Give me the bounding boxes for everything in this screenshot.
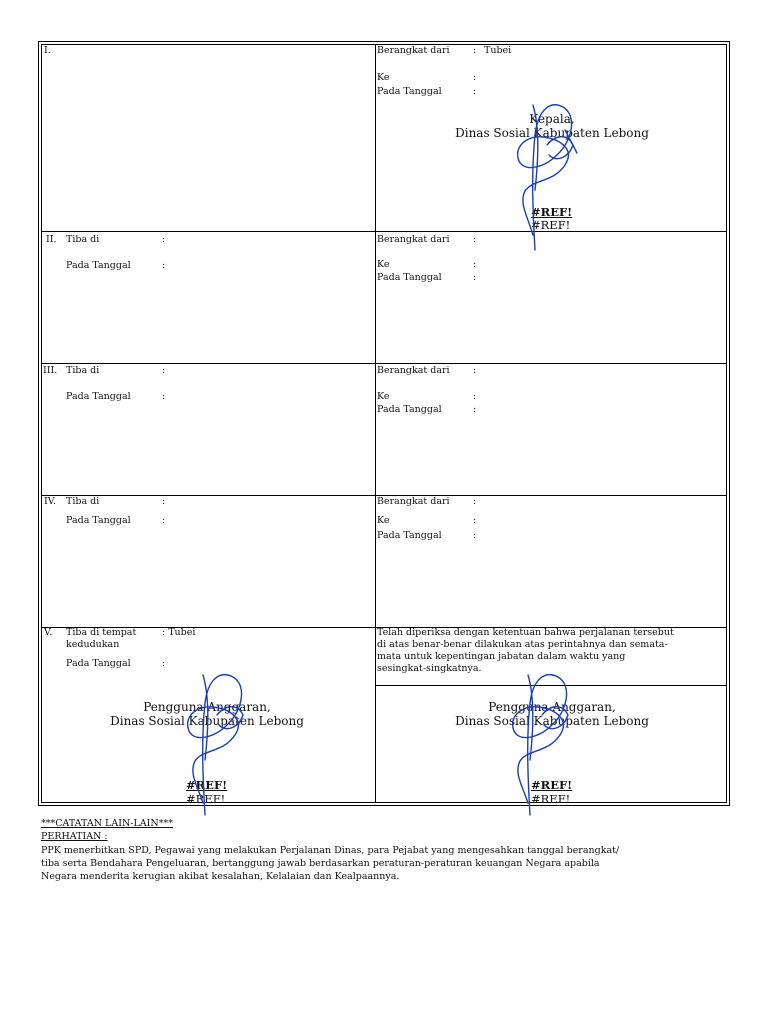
- catatan-heading: ***CATATAN LAIN-LAIN***: [41, 818, 173, 829]
- s2-tiba-colon: :: [162, 234, 166, 245]
- s4-ke-colon: :: [473, 515, 477, 526]
- s1-ref-bold: #REF!: [531, 205, 573, 219]
- s3-ke-colon: :: [473, 391, 477, 402]
- section-v-number: V.: [44, 627, 53, 638]
- s2-pada-tanggal-right-label: Pada Tanggal: [377, 272, 442, 283]
- signature-icon: [175, 665, 255, 820]
- note-line-2: tiba serta Bendahara Pengeluaran, bertanggung jawab berdasarkan peraturan-peraturan keuangan Negara apabila: [41, 858, 600, 869]
- s5-left-ref-bold: #REF!: [186, 778, 228, 792]
- s5-right-ref-normal: #REF!: [531, 792, 571, 806]
- s5-check-text-2: di atas benar-benar dilakukan atas perintahnya dan semata-: [377, 639, 668, 650]
- section-ii-number: II.: [46, 234, 57, 245]
- perhatian-heading: PERHATIAN :: [41, 831, 108, 842]
- s4-ke-label: Ke: [377, 515, 390, 526]
- s1-ref-normal: #REF!: [531, 218, 571, 232]
- s1-berangkat-value: Tubei: [484, 45, 512, 56]
- s4-pada-tanggal-colon: :: [162, 515, 166, 526]
- s2-pada-tanggal-colon: :: [162, 260, 166, 271]
- s3-ke-label: Ke: [377, 391, 390, 402]
- s5-tiba-value: : Tubei: [162, 627, 196, 638]
- s2-ke-colon: :: [473, 259, 477, 270]
- s5-check-text-4: sesingkat-singkatnya.: [377, 663, 482, 674]
- s4-pada-tanggal-right-colon: :: [473, 530, 477, 541]
- s5-pada-tanggal-label: Pada Tanggal: [66, 658, 131, 669]
- s5-right-sign-title-2: Dinas Sosial Kabupaten Lebong: [455, 714, 649, 728]
- row-divider: [42, 231, 726, 232]
- note-line-1: PPK menerbitkan SPD, Pegawai yang melakukan Perjalanan Dinas, para Pejabat yang mengesahkan tanggal berangkat/: [41, 845, 620, 856]
- s2-tiba-label: Tiba di: [66, 234, 100, 245]
- s4-tiba-label: Tiba di: [66, 496, 100, 507]
- s5-check-text-3: mata untuk kepentingan jabatan dalam waktu yang: [377, 651, 626, 662]
- s2-pada-tanggal-right-colon: :: [473, 272, 477, 283]
- s3-tiba-colon: :: [162, 365, 166, 376]
- section-iv-number: IV.: [44, 496, 56, 507]
- row-divider: [42, 363, 726, 364]
- s1-pada-tanggal-colon: :: [473, 86, 477, 97]
- s1-pada-tanggal-label: Pada Tanggal: [377, 86, 442, 97]
- note-line-3: Negara menderita kerugian akibat kesalahan, Kelalaian dan Kealpaannya.: [41, 871, 400, 882]
- s3-tiba-label: Tiba di: [66, 365, 100, 376]
- s2-pada-tanggal-label: Pada Tanggal: [66, 260, 131, 271]
- section-i-number: I.: [44, 45, 51, 56]
- s5-tiba-label-1: Tiba di tempat: [66, 627, 137, 638]
- s5-left-sign-title-2: Dinas Sosial Kabupaten Lebong: [110, 714, 304, 728]
- s5-right-sign-title-1: Pengguna Anggaran,: [488, 700, 616, 714]
- s1-ke-label: Ke: [377, 72, 390, 83]
- s4-tiba-colon: :: [162, 496, 166, 507]
- s4-berangkat-colon: :: [473, 496, 477, 507]
- s3-berangkat-label: Berangkat dari: [377, 365, 450, 376]
- s2-berangkat-colon: :: [473, 234, 477, 245]
- s4-pada-tanggal-label: Pada Tanggal: [66, 515, 131, 526]
- s2-berangkat-label: Berangkat dari: [377, 234, 450, 245]
- s1-berangkat-colon: :: [473, 45, 477, 56]
- spd-back-form: [38, 41, 730, 806]
- s5-left-sign-title-1: Pengguna Anggaran,: [143, 700, 271, 714]
- form-grid: [41, 44, 727, 806]
- signature-icon: [505, 95, 585, 255]
- s1-sign-title-2: Dinas Sosial Kabupaten Lebong: [455, 126, 649, 140]
- s3-pada-tanggal-colon: :: [162, 391, 166, 402]
- s3-pada-tanggal-right-colon: :: [473, 404, 477, 415]
- s5-check-text-1: Telah diperiksa dengan ketentuan bahwa perjalanan tersebut: [377, 627, 674, 638]
- s5-pada-tanggal-colon: :: [162, 658, 166, 669]
- s1-ke-colon: :: [473, 72, 477, 83]
- s2-ke-label: Ke: [377, 259, 390, 270]
- s5-tiba-label-2: kedudukan: [66, 639, 120, 650]
- s3-berangkat-colon: :: [473, 365, 477, 376]
- s4-berangkat-label: Berangkat dari: [377, 496, 450, 507]
- s5-left-ref-normal: #REF!: [186, 792, 226, 806]
- s1-sign-title-1: Kepala,: [529, 112, 575, 126]
- column-divider: [375, 45, 376, 802]
- s5-right-ref-bold: #REF!: [531, 778, 573, 792]
- s1-berangkat-label: Berangkat dari: [377, 45, 450, 56]
- s3-pada-tanggal-label: Pada Tanggal: [66, 391, 131, 402]
- section-iii-number: III.: [43, 365, 58, 376]
- signature-icon: [500, 665, 580, 820]
- s3-pada-tanggal-right-label: Pada Tanggal: [377, 404, 442, 415]
- s4-pada-tanggal-right-label: Pada Tanggal: [377, 530, 442, 541]
